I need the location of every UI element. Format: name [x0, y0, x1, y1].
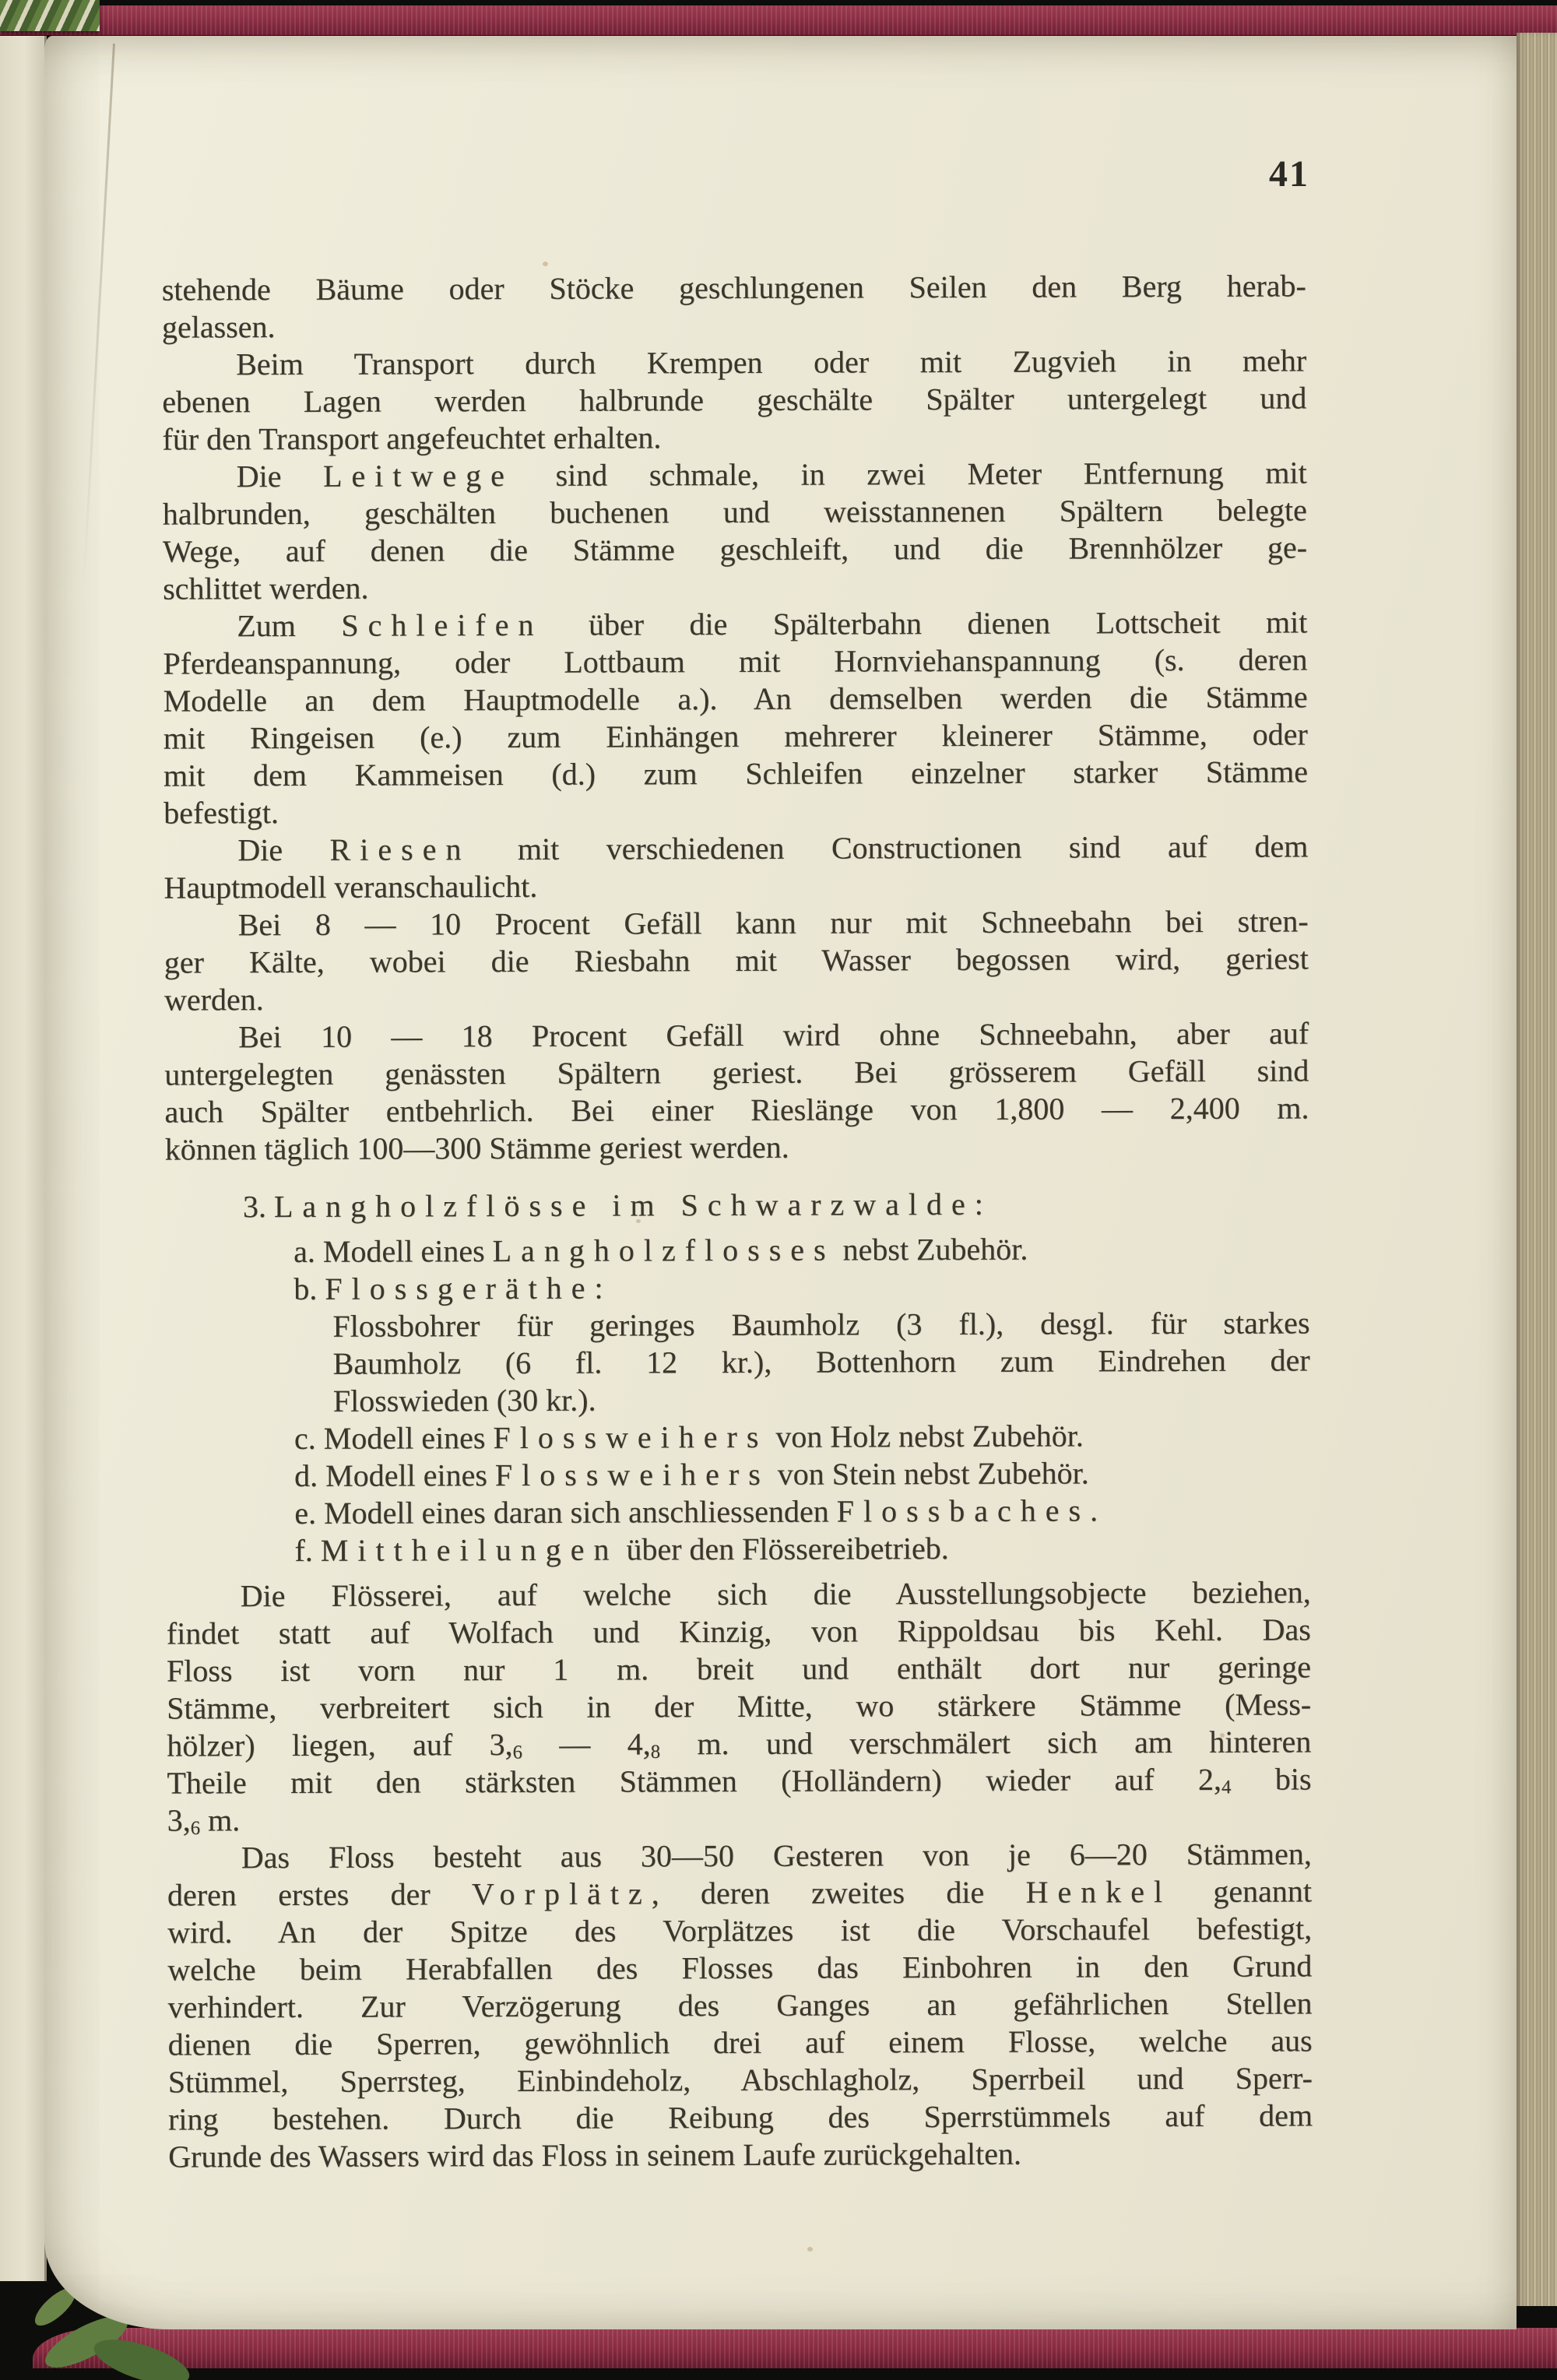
text-segment: wird. An der Spitze des Vorplätzes ist die Vorschaufel befestigt, — [167, 1911, 1313, 1950]
text-segment: welche beim Herabfallen des Flosses das Einbohren in den Grund — [167, 1948, 1313, 1988]
text-segment: für den Transport angefeuchtet erhalten. — [162, 420, 662, 457]
text-line — [164, 977, 1309, 1018]
text-segment: Die Flösserei, auf welche sich die Ausstellungsobjecte beziehen, — [240, 1574, 1311, 1614]
text-line — [163, 454, 1307, 495]
letterspaced-text: Flossgeräthe: — [325, 1270, 613, 1306]
text-segment: stehende Bäume oder Stöcke geschlungenen Seilen den Berg herab- — [161, 268, 1306, 308]
text-segment: Flosswieden (30 kr.). — [332, 1382, 596, 1419]
text-line — [165, 1127, 1309, 1168]
letterspaced-text: Schleifen — [341, 606, 543, 643]
text-segment: f. — [294, 1532, 321, 1568]
text-segment: dienen die Sperren, gewöhnlich drei auf einem Flosse, welche aus — [167, 2023, 1313, 2062]
text-segment: Grunde des Wassers wird das Floss in seinem Laufe zurückgehalten. — [168, 2136, 1022, 2174]
text-line — [163, 529, 1307, 570]
text-line — [162, 304, 1306, 346]
text-segment: Bei 10 — 18 Procent Gefäll wird ohne Schneebahn, aber auf — [238, 1015, 1309, 1055]
letterspaced-text: Leitwege — [322, 457, 514, 494]
text-segment: untergelegten genässten Spältern geriest. Bei grösserem Gefäll sind — [164, 1053, 1309, 1092]
text-line — [162, 379, 1306, 420]
page-fore-edge — [1517, 33, 1557, 2331]
paragraph — [164, 902, 1309, 1018]
text-line — [163, 753, 1308, 794]
text-line — [164, 1014, 1309, 1056]
page — [44, 36, 1517, 2329]
text-segment: können täglich 100—300 Stämme geriest werden. — [164, 1129, 789, 1167]
text-segment: Bei 8 — 10 Procent Gefäll kann nur mit Schneebahn bei stren- — [237, 903, 1309, 943]
text-segment: , deren zweites die — [651, 1874, 1026, 1911]
text-segment: Wege, auf denen die Stämme geschleift, und die Brennhölzer ge- — [162, 529, 1308, 569]
text-segment: Stämme, verbreitert sich in der Mitte, wo stärkere Stämme (Mess- — [167, 1686, 1312, 1726]
text-segment: 3, — [167, 1802, 191, 1838]
paper-speck — [543, 262, 548, 266]
text-line — [163, 641, 1307, 682]
text-segment: deren erstes der — [167, 1876, 472, 1913]
text-line — [163, 865, 1308, 906]
text-segment: m. — [200, 1802, 241, 1838]
book-headband — [0, 0, 100, 31]
text-segment: Beim Transport durch Krempen oder mit Zugvieh in mehr — [236, 343, 1307, 382]
paragraph — [164, 1014, 1309, 1168]
text-block — [162, 267, 1313, 2175]
text-segment: hölzer) liegen, auf 3, — [167, 1727, 513, 1763]
text-segment: m. und verschmälert sich am hinteren — [660, 1724, 1312, 1762]
text-segment: Hauptmodell veranschaulicht. — [163, 868, 538, 905]
letterspaced-text: Flossbaches — [836, 1492, 1091, 1529]
text-line — [166, 1491, 1310, 1532]
text-line — [164, 940, 1309, 981]
section-heading — [165, 1184, 1309, 1225]
text-line — [166, 1379, 1310, 1420]
text-segment: Flossbohrer für geringes Baumholz (3 fl.), desgl. für starkes — [332, 1305, 1310, 1344]
text-line — [166, 1416, 1310, 1457]
text-line — [164, 902, 1309, 944]
text-segment: nebst Zubehör. — [835, 1231, 1028, 1267]
text-segment: d. Modell eines — [294, 1457, 495, 1493]
text-line — [163, 715, 1308, 757]
text-segment: 3. — [242, 1189, 275, 1225]
text-line — [166, 1454, 1310, 1495]
letterspaced-text: Henkel — [1025, 1874, 1172, 1910]
text-segment: Theile mit den stärksten Stämmen (Holländern) wieder auf 2, — [167, 1761, 1222, 1801]
text-line — [167, 1798, 1312, 1839]
text-segment: 6 — [190, 1817, 201, 1839]
text-line — [167, 1985, 1312, 2026]
text-segment: Die — [236, 458, 324, 494]
text-line — [163, 603, 1307, 645]
text-segment: Pferdeanspannung, oder Lottbaum mit Hornviehanspannung (s. deren — [163, 642, 1308, 681]
text-segment: von Stein nebst Zubehör. — [769, 1455, 1089, 1492]
text-segment: 4 — [1221, 1777, 1232, 1798]
text-segment: werden. — [163, 982, 264, 1018]
text-segment: befestigt. — [163, 795, 279, 831]
text-segment: 8 — [650, 1741, 661, 1763]
gutter-page-edge — [0, 36, 47, 2281]
text-segment: schlittet werden. — [163, 570, 369, 606]
letterspaced-text: Flossweihers — [493, 1419, 768, 1456]
letterspaced-text: Langholzflosses — [492, 1232, 835, 1269]
exhibit-list — [165, 1229, 1310, 1570]
text-segment: Die — [237, 831, 330, 868]
text-segment: a. Modell eines — [293, 1233, 493, 1269]
paragraph — [163, 828, 1308, 906]
text-segment: sind schmale, in zwei Meter Entfernung mit — [513, 455, 1307, 493]
text-segment: findet statt auf Wolfach und Kinzig, von Rippoldsau bis Kehl. Das — [166, 1612, 1311, 1651]
text-segment: . — [1090, 1492, 1098, 1528]
text-segment: Floss ist vorn nur 1 m. breit und enthält dort nur geringe — [166, 1649, 1312, 1689]
text-segment: auch Spälter entbehrlich. Bei einer Rieslänge von 1,800 — 2,400 m. — [164, 1090, 1309, 1130]
paragraph — [163, 454, 1308, 607]
page-number: 41 — [1269, 153, 1309, 195]
text-line — [167, 1947, 1312, 1988]
text-line — [167, 1872, 1312, 1914]
text-segment: über den Flössereibetrieb. — [618, 1531, 949, 1567]
text-line — [164, 1052, 1309, 1093]
text-line — [163, 491, 1307, 533]
paper-speck — [807, 2247, 813, 2252]
paragraph — [162, 267, 1306, 346]
letterspaced-text: Riesen — [329, 831, 471, 867]
text-segment: Das Floss besteht aus 30—50 Gesteren von je 6—20 Stämmen, — [241, 1836, 1312, 1876]
text-line — [166, 1341, 1310, 1383]
text-line — [168, 2059, 1313, 2101]
text-segment: 6 — [512, 1742, 523, 1763]
text-line — [167, 1760, 1311, 1802]
text-line — [164, 1089, 1309, 1130]
text-segment: gelassen. — [161, 309, 276, 345]
text-line — [167, 1686, 1311, 1727]
text-segment: mit dem Kammeisen (d.) zum Schleifen einzelner starker Stämme — [163, 754, 1309, 793]
text-segment: ger Kälte, wobei die Riesbahn mit Wasser begossen wird, geriest — [163, 940, 1309, 980]
text-segment: e. Modell eines daran sich anschliessenden — [294, 1493, 837, 1531]
text-line — [163, 828, 1308, 869]
text-line — [162, 267, 1306, 308]
text-line — [168, 2097, 1313, 2138]
text-line — [163, 678, 1308, 719]
paragraph — [162, 342, 1306, 458]
text-line — [165, 1304, 1309, 1345]
text-segment: ring bestehen. Durch die Reibung des Sperrstümmels auf dem — [167, 2097, 1313, 2137]
text-segment: halbrunden, geschälten buchenen und weisstannenen Spältern belegte — [162, 492, 1307, 532]
text-line — [167, 1648, 1311, 1689]
text-segment: Stümmel, Sperrsteg, Einbindeholz, Abschlagholz, Sperrbeil und Sperr- — [167, 2060, 1313, 2100]
letterspaced-text: Langholzflösse im Schwarzwalde: — [273, 1186, 993, 1225]
text-line — [162, 417, 1306, 458]
paragraph — [167, 1573, 1312, 1839]
paragraph — [167, 1835, 1313, 2175]
text-line — [167, 1611, 1311, 1652]
text-line — [167, 1723, 1311, 1764]
text-segment: Zum — [237, 607, 342, 644]
text-line — [167, 1910, 1312, 1951]
text-line — [165, 1184, 1309, 1225]
text-line — [163, 566, 1307, 607]
text-segment: mit Ringeisen (e.) zum Einhängen mehrerer kleinerer Stämme, oder — [163, 716, 1308, 756]
text-line — [168, 2022, 1313, 2063]
text-segment: genannt — [1171, 1873, 1313, 1910]
text-line — [163, 790, 1308, 831]
text-segment: verhindert. Zur Verzögerung des Ganges an gefährlichen Stellen — [167, 1985, 1313, 2025]
text-segment: Baumholz (6 fl. 12 kr.), Bottenhorn zum Eindrehen der — [332, 1342, 1310, 1381]
text-segment: Modelle an dem Hauptmodelle a.). An demselben werden die Stämme — [163, 679, 1308, 719]
text-segment: über die Spälterbahn dienen Lottscheit mit — [543, 604, 1308, 642]
text-segment: — 4, — [522, 1726, 651, 1762]
text-line — [166, 1528, 1310, 1570]
text-segment: c. Modell eines — [293, 1420, 494, 1456]
text-segment: bis — [1231, 1761, 1312, 1797]
text-line — [165, 1267, 1309, 1308]
letterspaced-text: Vorplätz — [471, 1876, 652, 1912]
text-segment: mit verschiedenen Constructionen sind auf dem — [470, 828, 1309, 867]
letterspaced-text: Flossweihers — [494, 1456, 770, 1493]
paragraph — [163, 603, 1308, 831]
text-segment: b. — [293, 1271, 325, 1306]
text-line — [167, 1835, 1312, 1876]
paper-crease — [83, 44, 115, 588]
cover-red-cloth-bottom — [33, 2328, 1557, 2368]
cover-red-cloth-top — [0, 5, 1557, 35]
text-line — [162, 342, 1306, 383]
text-segment: ebenen Lagen werden halbrunde geschälte Spälter untergelegt und — [162, 380, 1307, 420]
text-line — [168, 2134, 1313, 2175]
letterspaced-text: Mittheilungen — [320, 1531, 619, 1568]
text-line — [167, 1573, 1311, 1615]
text-segment: von Holz nebst Zubehör. — [768, 1418, 1084, 1454]
text-line — [165, 1229, 1309, 1271]
